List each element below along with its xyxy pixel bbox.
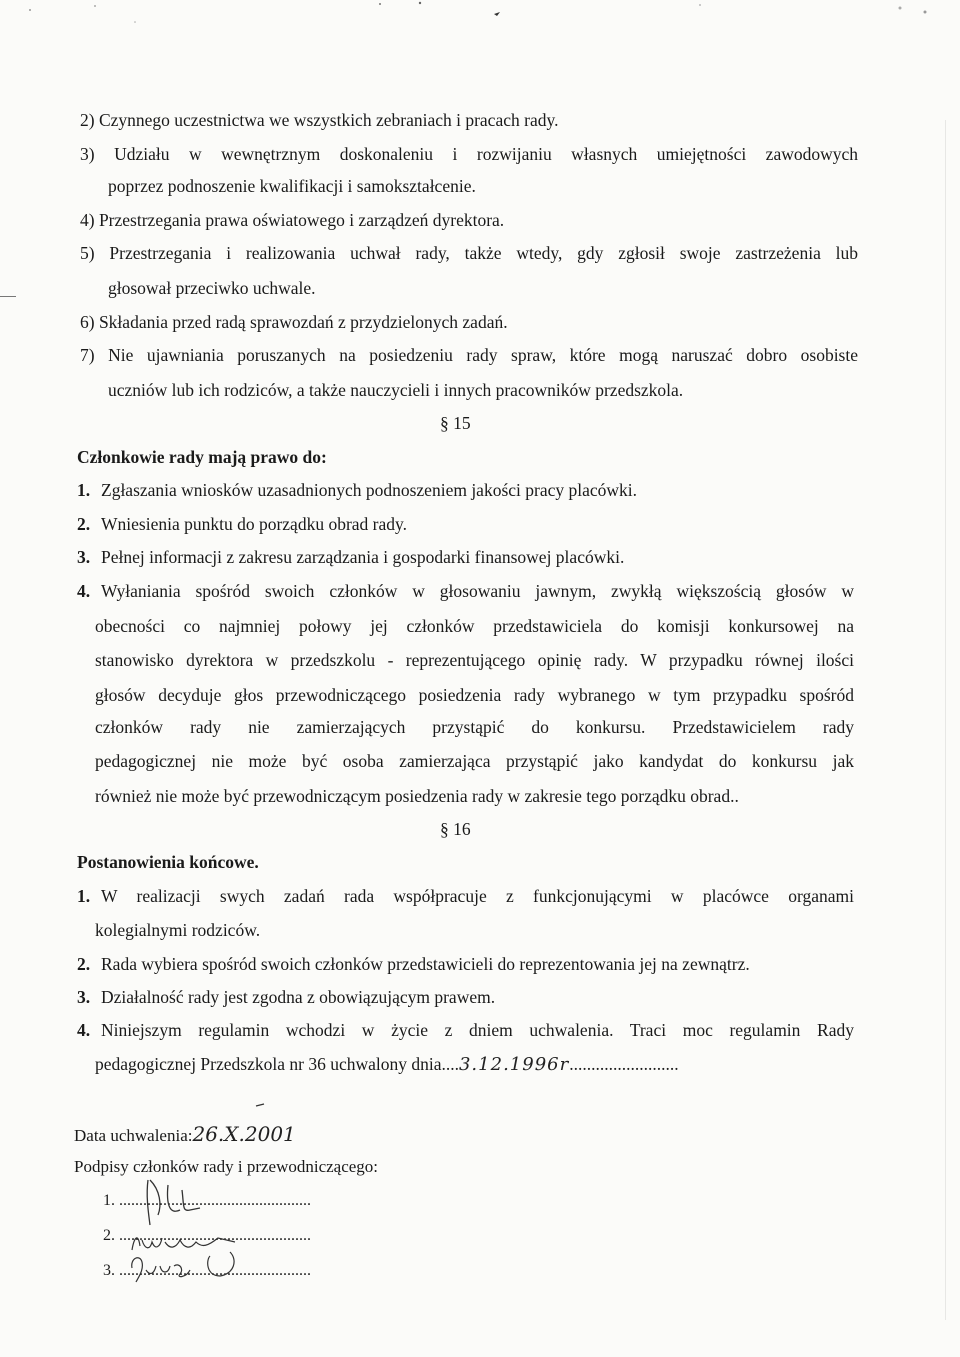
s15-item-3: 3. Pełnej informacji z zakresu zarządzania i gospodarki finansowej placówki. [77,547,625,567]
s15-item-4-num: 4. [77,581,91,601]
s16-item-1-num: 1. [77,886,91,906]
adoption-date: Data uchwalenia:26.X.2001 [74,1122,296,1146]
s16-item-4-num: 4. [77,1020,91,1040]
item-5-cont: głosował przeciwko uchwale. [108,278,316,298]
s15-item-4-line-1: Wyłaniania spośród swoich członków w głosowaniu jawnym, zwykłą większością głosów w [101,581,854,601]
s16-item-3: 3. Działalność rady jest zgodna z obowiązującym prawem. [77,987,496,1007]
signature-line-2: 2. ................................................ [103,1227,311,1244]
punch-mark [0,296,16,297]
s15-item-4-line-6: pedagogicznej nie może być osoba zamierzająca przystąpić jako kandydat do konkursu jak [95,751,854,771]
signature-line-3: 3. ................................................ [103,1262,311,1279]
signatures-label: Podpisy członków rady i przewodniczącego: [74,1157,379,1176]
item-2: 2) Czynnego uczestnictwa we wszystkich zebraniach i pracach rady. [80,110,559,130]
handwritten-date: 3.12.1996r [458,1054,570,1075]
handwritten-adoption-date: 26.X.2001 [192,1122,296,1146]
s15-item-4-line-5: członków rady nie zamierzających przystąpić do konkursu. Przedstawicielem rady [95,717,854,737]
s16-item-1-line-2: kolegialnymi rodziców. [95,920,261,940]
section-15-heading: Członkowie rady mają prawo do: [77,447,327,467]
section-16-title: § 16 [440,819,471,839]
item-4: 4) Przestrzegania prawa oświatowego i zarządzeń dyrektora. [80,210,505,230]
item-7-cont: uczniów lub ich rodziców, a także nauczycieli i innych pracowników przedszkola. [108,380,684,400]
s15-item-4-line-4: głosów decyduje głos przewodniczącego posiedzenia rady wybranego w tym przypadku spośród [95,685,854,705]
s15-item-4-line-7: również nie może być przewodniczącym posiedzenia rady w zakresie tego porządku obrad.. [95,786,739,806]
scan-artifacts [0,0,960,40]
section-15-title: § 15 [440,413,471,433]
signature-line-1: 1. ................................................ [103,1192,311,1209]
item-3: 3) Udziału w wewnętrznym doskonaleniu i rozwijaniu własnych umiejętności zawodowych [80,144,859,164]
handwritten-signatures [110,1150,270,1290]
item-5: 5) Przestrzegania i realizowania uchwał rady, także wtedy, gdy zgłosił swoje zastrzeżenia lub [80,243,859,263]
section-16-heading: Postanowienia końcowe. [77,852,259,872]
s15-item-4-line-3: stanowisko dyrektora w przedszkolu - reprezentującego opinię rady. W przypadku równej ilości [95,650,854,670]
s16-item-2: 2. Rada wybiera spośród swoich członków przedstawicieli do reprezentowania jej na zewnątrz. [77,954,750,974]
item-6: 6) Składania przed radą sprawozdań z przydzielonych zadań. [80,312,508,332]
ink-mark [252,1100,272,1114]
s15-item-4-line-2: obecności co najmniej połowy jej członków przedstawiciela do komisji konkursowej na [95,616,854,636]
s16-item-4-line-1: Niniejszym regulamin wchodzi w życie z dniem uchwalenia. Traci moc regulamin Rady [101,1020,854,1040]
scan-edge-line [945,120,946,1320]
item-7: 7) Nie ujawniania poruszanych na posiedzeniu rady spraw, które mogą naruszać dobro osobiste [80,345,859,365]
s16-item-4-line-2: pedagogicznej Przedszkola nr 36 uchwalony dnia....3.12.1996r......................... [95,1054,679,1075]
s15-item-1: 1. Zgłaszania wniosków uzasadnionych podnoszeniem jakości pracy placówki. [77,480,638,500]
s16-item-1-line-1: W realizacji swych zadań rada współpracuje z funkcjonującymi w placówce organami [101,886,854,906]
item-3-cont: poprzez podnoszenie kwalifikacji i samokształcenie. [108,176,476,196]
s15-item-2: 2. Wniesienia punktu do porządku obrad rady. [77,514,407,534]
date-dotted-line: .... [441,1054,459,1074]
